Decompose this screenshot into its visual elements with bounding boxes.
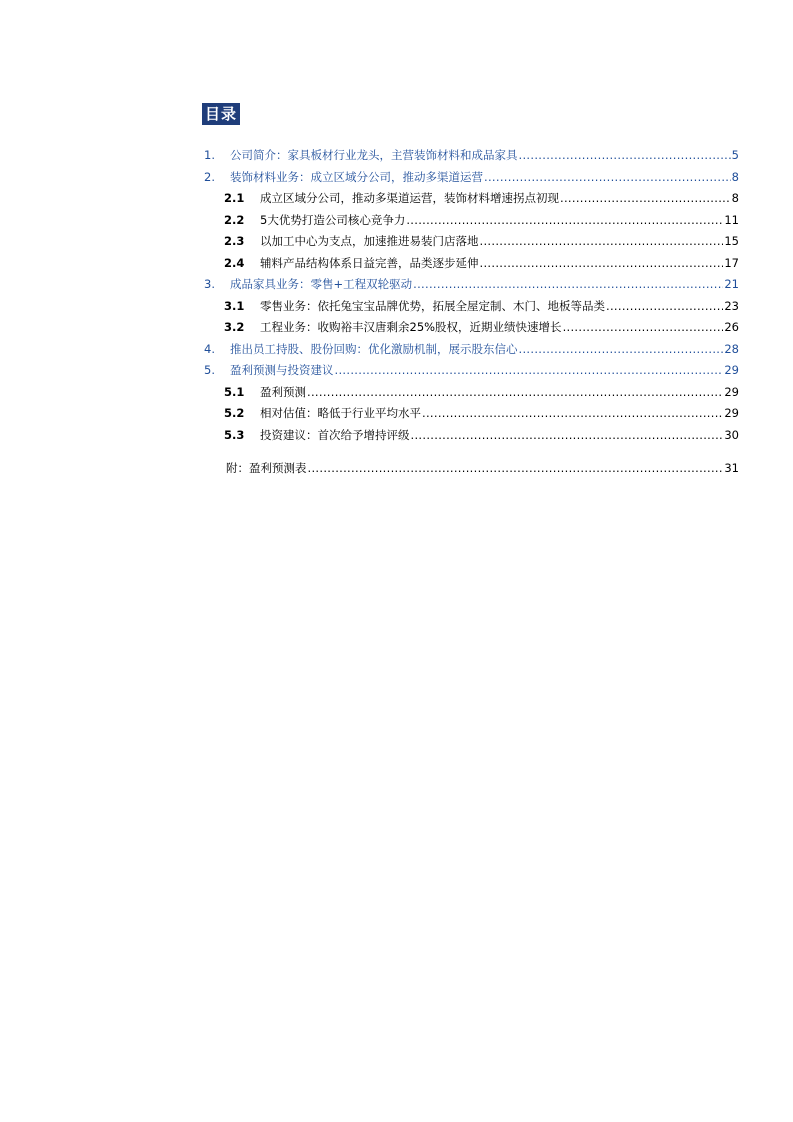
toc-subentry[interactable] xyxy=(202,317,739,339)
toc-entry-number: 2. xyxy=(204,169,215,184)
toc-entry-label: 相对估值：略低于行业平均水平 xyxy=(260,406,421,420)
toc-title: 目录 xyxy=(202,103,240,125)
toc-entry-number: 3.2 xyxy=(224,320,245,334)
toc-entry-page: 5 xyxy=(731,148,739,162)
toc-dot-leader xyxy=(308,458,724,480)
toc-entry-page: 15 xyxy=(724,234,739,248)
toc-subentry[interactable] xyxy=(202,425,739,447)
toc-entry-number: 3. xyxy=(204,277,215,291)
toc-entry[interactable] xyxy=(202,145,739,167)
toc-entry-label: 以加工中心为支点，加速推进易装门店落地 xyxy=(260,234,479,248)
toc-entry-number: 1. xyxy=(204,148,215,162)
toc-dot-leader xyxy=(480,253,724,275)
toc-subentry[interactable] xyxy=(202,188,739,210)
toc-dot-leader xyxy=(422,403,723,425)
toc-entry-page: 29 xyxy=(724,384,739,399)
toc-entry-page: 30 xyxy=(724,427,739,442)
toc-entry-number: 3.1 xyxy=(224,298,245,313)
toc-entry-label: 成立区域分公司，推动多渠道运营，装饰材料增速拐点初现 xyxy=(260,191,559,205)
toc-entry-label: 工程业务：收购裕丰汉唐剩余25%股权，近期业绩快速增长 xyxy=(260,320,562,334)
toc-entry-page: 23 xyxy=(724,298,739,313)
toc-entry-number: 2.3 xyxy=(224,234,245,248)
toc-entry-page: 8 xyxy=(731,169,739,184)
toc-entry-page: 17 xyxy=(724,255,739,270)
toc-dot-leader xyxy=(406,210,723,232)
toc-entry-label: 公司简介：家具板材行业龙头，主营装饰材料和成品家具 xyxy=(230,148,518,162)
toc-subentry[interactable] xyxy=(202,231,739,253)
toc-dot-leader xyxy=(411,425,724,447)
toc-entry-label: 盈利预测 xyxy=(260,384,306,399)
toc-entry-page: 11 xyxy=(724,212,739,227)
toc-entry-number: 5.1 xyxy=(224,384,245,399)
toc-entry-label: 辅料产品结构体系日益完善，品类逐步延伸 xyxy=(260,255,479,270)
toc-dot-leader xyxy=(560,188,731,210)
toc-subentry[interactable] xyxy=(202,253,739,275)
toc-entry[interactable] xyxy=(202,360,739,382)
toc-list xyxy=(202,145,739,480)
toc-entry-number: 4. xyxy=(204,341,215,356)
toc-entry-label: 投资建议：首次给予增持评级 xyxy=(260,427,410,442)
toc-dot-leader xyxy=(563,317,724,339)
toc-subentry[interactable] xyxy=(202,210,739,232)
toc-entry-page: 26 xyxy=(724,320,739,334)
toc-entry-number: 2.1 xyxy=(224,191,245,205)
toc-dot-leader xyxy=(519,339,724,361)
toc-entry-number: 2.4 xyxy=(224,255,245,270)
toc-entry[interactable] xyxy=(202,167,739,189)
toc-dot-leader xyxy=(480,231,724,253)
toc-entry-number: 2.2 xyxy=(224,212,245,227)
toc-dot-leader xyxy=(484,167,731,189)
toc-dot-leader xyxy=(519,145,731,167)
toc-entry-number: 5.3 xyxy=(224,427,245,442)
toc-dot-leader xyxy=(335,360,724,382)
toc-subentry[interactable] xyxy=(202,382,739,404)
toc-entry-label: 附：盈利预测表 xyxy=(226,461,307,475)
toc-entry-page: 21 xyxy=(724,277,739,291)
toc-dot-leader xyxy=(307,382,723,404)
toc-entry-page: 8 xyxy=(731,191,739,205)
toc-entry-number: 5. xyxy=(204,363,215,377)
toc-entry[interactable] xyxy=(202,274,739,296)
toc-entry-number: 5.2 xyxy=(224,406,245,420)
toc-entry-page: 31 xyxy=(724,461,739,475)
toc-entry-page: 29 xyxy=(724,406,739,420)
toc-entry-label: 盈利预测与投资建议 xyxy=(230,363,334,377)
toc-entry-label: 成品家具业务：零售+工程双轮驱动 xyxy=(230,277,413,291)
toc-entry-label: 推出员工持股、股份回购：优化激励机制，展示股东信心 xyxy=(230,341,518,356)
toc-dot-leader xyxy=(606,296,723,318)
toc-entry-label: 装饰材料业务：成立区域分公司，推动多渠道运营 xyxy=(230,169,483,184)
toc-appendix-entry[interactable] xyxy=(202,458,739,480)
toc-entry-page: 29 xyxy=(724,363,739,377)
toc-entry-label: 零售业务：依托兔宝宝品牌优势，拓展全屋定制、木门、地板等品类 xyxy=(260,298,605,313)
toc-entry-page: 28 xyxy=(724,341,739,356)
toc-entry-label: 5大优势打造公司核心竞争力 xyxy=(260,212,406,227)
toc-dot-leader xyxy=(413,274,723,296)
toc-subentry[interactable] xyxy=(202,296,739,318)
toc-entry[interactable] xyxy=(202,339,739,361)
toc-subentry[interactable] xyxy=(202,403,739,425)
